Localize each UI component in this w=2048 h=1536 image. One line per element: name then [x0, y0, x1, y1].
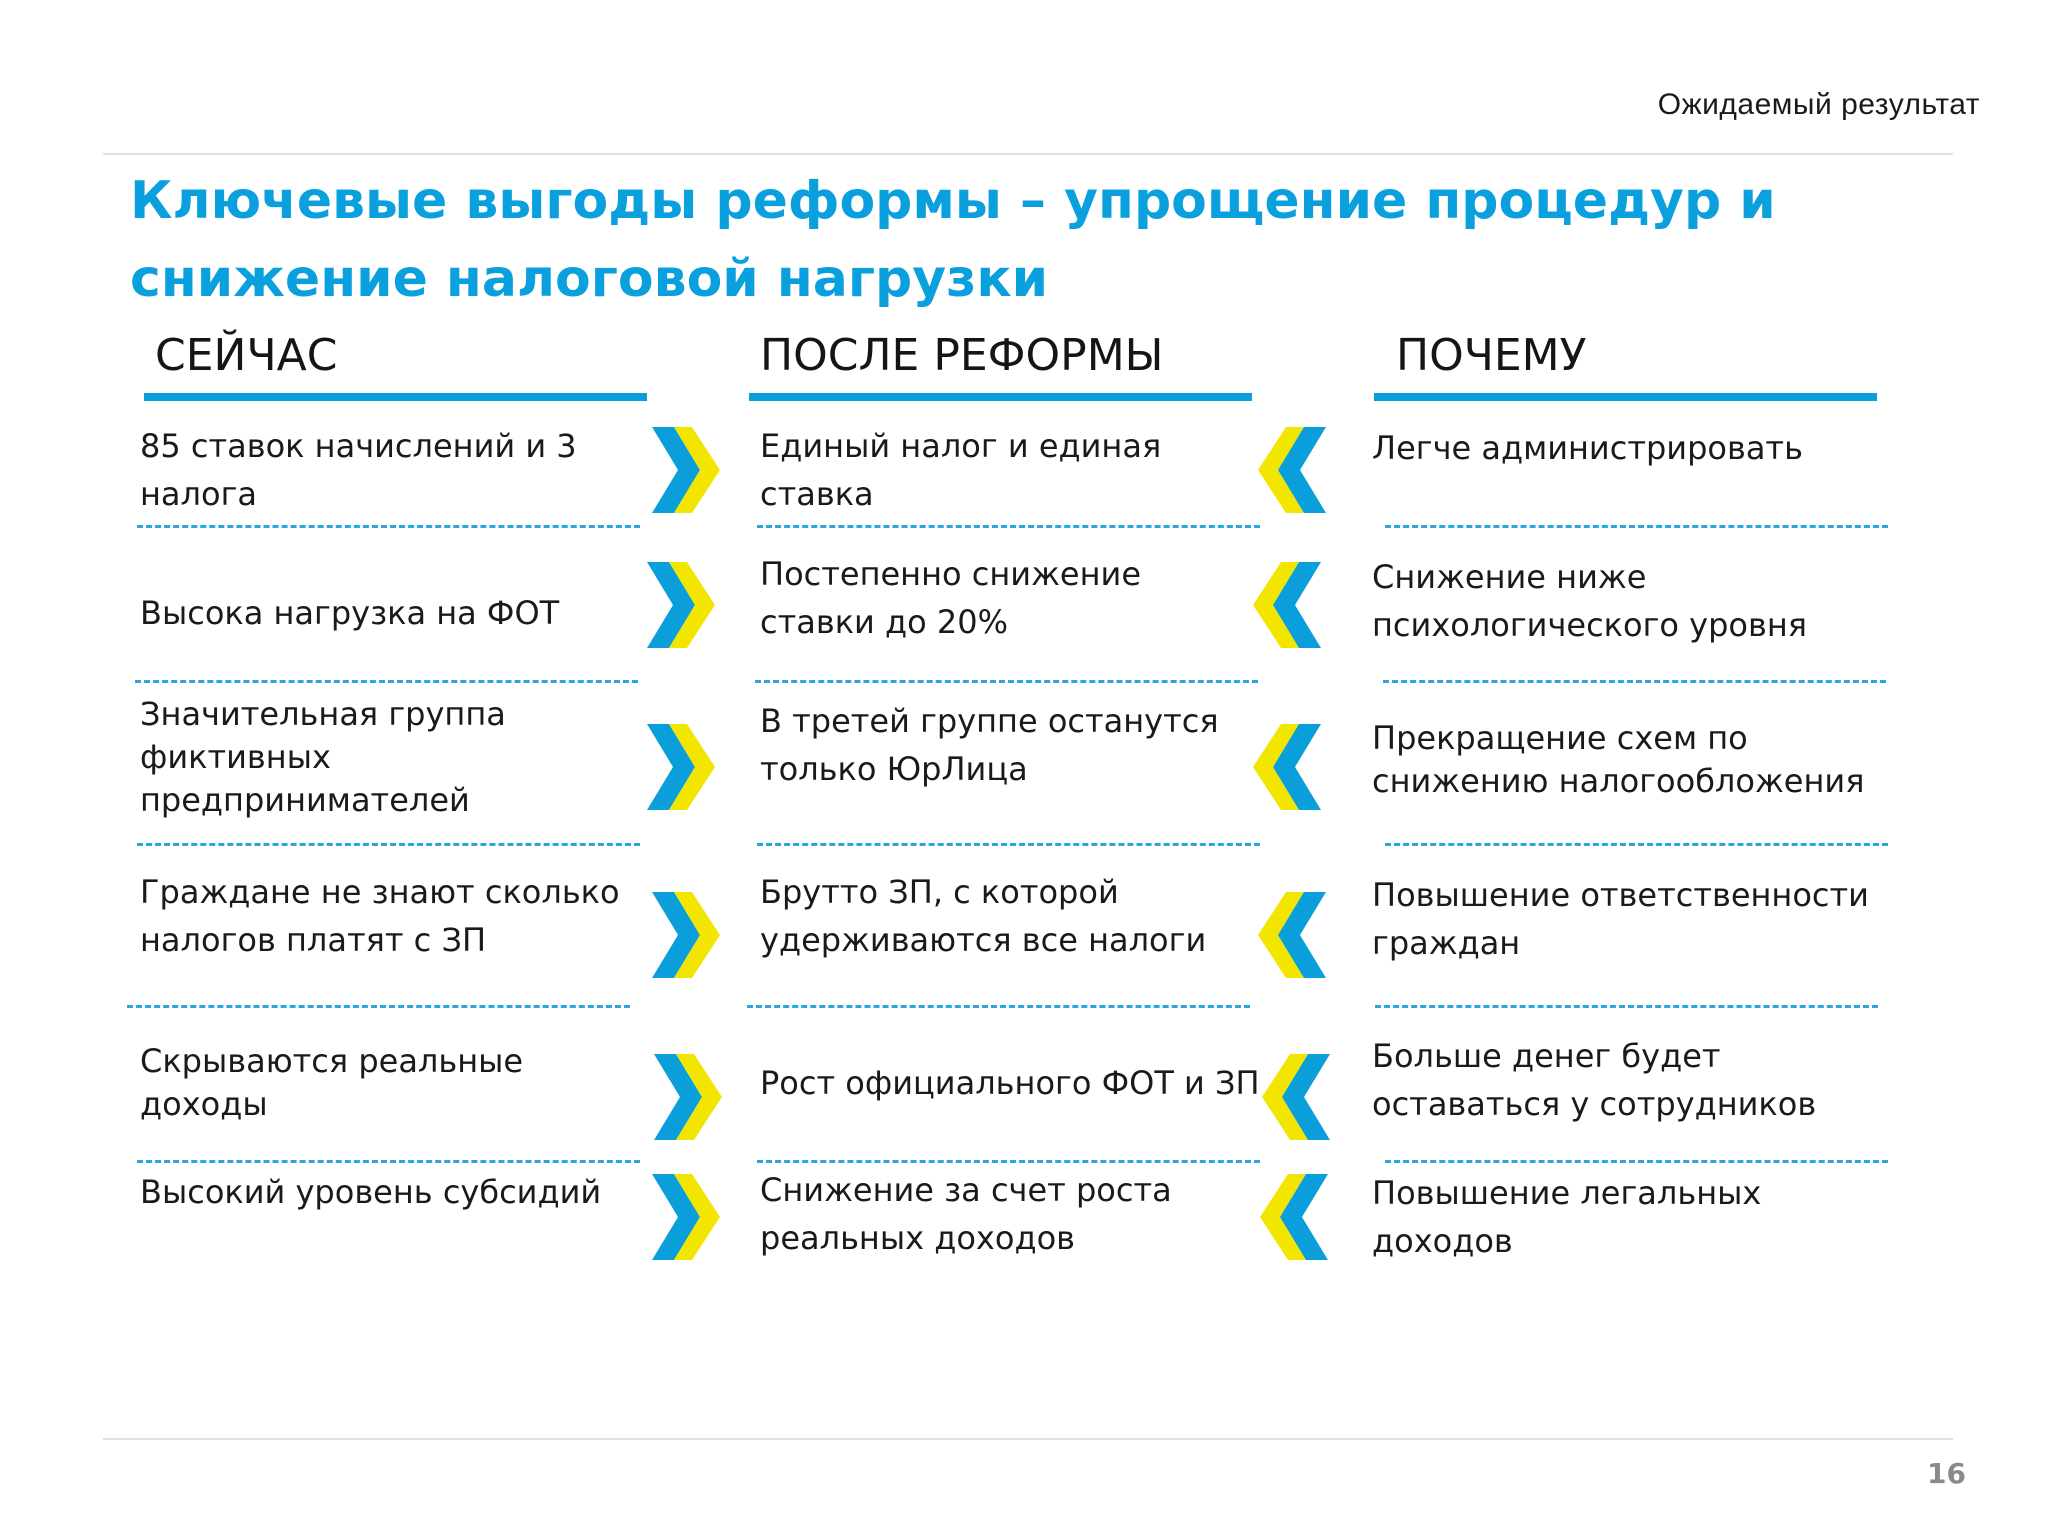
row-1-why: Легче администрировать: [1372, 428, 1803, 467]
chevron-right-icon: [647, 722, 717, 812]
section-label: Ожидаемый результат: [1657, 88, 1980, 121]
row-divider: [755, 680, 1258, 683]
chevron-left-icon: [1258, 890, 1328, 980]
row-divider: [747, 1005, 1250, 1008]
row-5-after: Рост официального ФОТ и ЗП: [760, 1063, 1260, 1102]
row-4-why: Повышение ответственности граждан: [1372, 876, 1869, 962]
row-divider: [137, 525, 640, 528]
row-6-after: Снижение за счет роста реальных доходов: [760, 1171, 1172, 1257]
row-divider: [1383, 680, 1886, 683]
column-bar-now: [144, 393, 647, 401]
chevron-left-icon: [1258, 425, 1328, 515]
row-6-now: Высокий уровень субсидий: [140, 1173, 602, 1211]
row-divider: [757, 1160, 1260, 1163]
page-number: 16: [1927, 1457, 1966, 1490]
row-2-after: Постепенно снижение ставки до 20%: [760, 555, 1141, 641]
row-divider: [135, 680, 638, 683]
chevron-left-icon: [1262, 1052, 1332, 1142]
row-divider: [1385, 525, 1888, 528]
bottom-rule: [103, 1438, 1953, 1440]
chevron-left-icon: [1260, 1172, 1330, 1262]
row-4-now: Граждане не знают сколько налогов платят с ЗП: [140, 873, 620, 959]
row-divider: [757, 525, 1260, 528]
column-bar-after: [749, 393, 1252, 401]
row-divider: [1385, 843, 1888, 846]
row-divider: [1385, 1160, 1888, 1163]
chevron-left-icon: [1253, 560, 1323, 650]
row-1-after: Единый налог и единая ставка: [760, 427, 1162, 513]
row-3-now: Значительная группа фиктивных предпринимателей: [140, 694, 506, 819]
row-1-now: 85 ставок начислений и 3 налога: [140, 427, 577, 513]
row-5-now: Скрываются реальные доходы: [140, 1042, 524, 1123]
row-divider: [757, 843, 1260, 846]
chevron-right-icon: [652, 425, 722, 515]
row-divider: [137, 843, 640, 846]
row-divider: [127, 1005, 630, 1008]
top-rule: [103, 153, 1953, 155]
column-header-after: ПОСЛЕ РЕФОРМЫ: [760, 330, 1164, 381]
row-6-why: Повышение легальных доходов: [1372, 1174, 1762, 1260]
row-2-why: Снижение ниже психологического уровня: [1372, 558, 1807, 644]
column-bar-why: [1374, 393, 1877, 401]
chevron-right-icon: [652, 1172, 722, 1262]
row-5-why: Больше денег будет оставаться у сотрудников: [1372, 1037, 1817, 1123]
chevron-left-icon: [1253, 722, 1323, 812]
row-divider: [1375, 1005, 1878, 1008]
chevron-right-icon: [652, 890, 722, 980]
row-3-after: В третей группе останутся только ЮрЛица: [760, 702, 1219, 788]
row-4-after: Брутто ЗП, с которой удерживаются все налоги: [760, 873, 1207, 959]
row-divider: [137, 1160, 640, 1163]
column-header-why: ПОЧЕМУ: [1396, 330, 1587, 381]
column-header-now: СЕЙЧАС: [155, 330, 338, 381]
row-3-why: Прекращение схем по снижению налогообложения: [1372, 719, 1865, 800]
slide-title: Ключевые выгоды реформы – упрощение процедур и снижение налоговой нагрузки: [130, 171, 1776, 309]
chevron-right-icon: [654, 1052, 724, 1142]
chevron-right-icon: [647, 560, 717, 650]
row-2-now: Высока нагрузка на ФОТ: [140, 594, 560, 632]
